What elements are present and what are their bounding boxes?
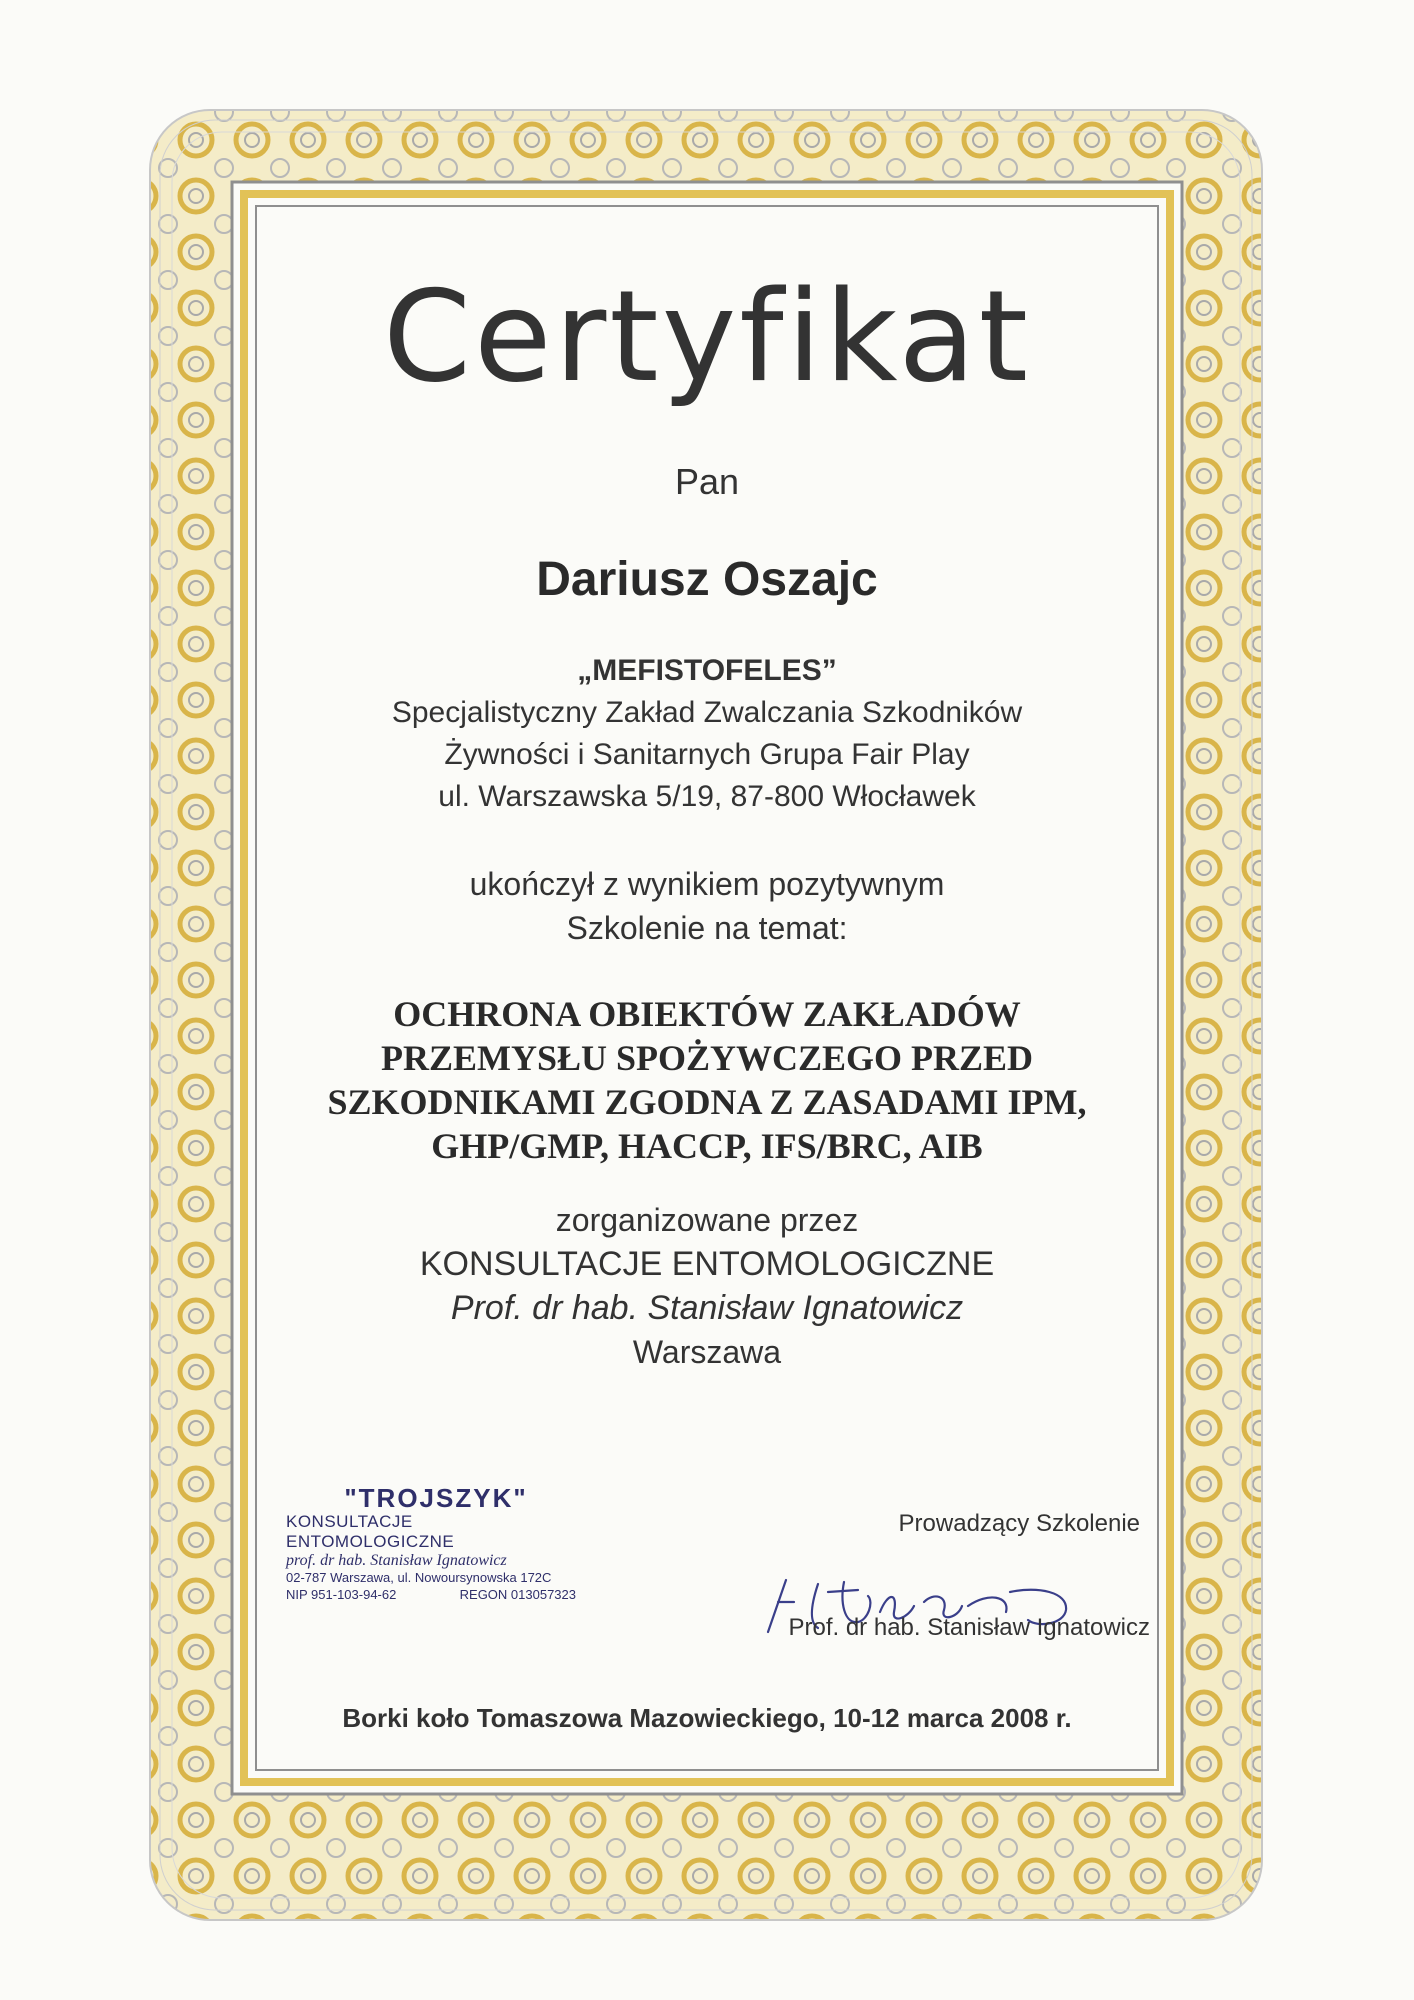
signer-name: Prof. dr hab. Stanisław Ignatowicz [788, 1614, 1150, 1641]
topic-line: SZKODNIKAMI ZGODNA Z ZASADAMI IPM, [327, 1082, 1087, 1122]
stamp-person: prof. dr hab. Stanisław Ignatowicz [286, 1552, 507, 1569]
organizer-name: KONSULTACJE ENTOMOLOGICZNE [419, 1245, 995, 1283]
company-name: „MEFISTOFELES” [577, 654, 837, 687]
company-block [0, 650, 1414, 818]
organizer-person: Prof. dr hab. Stanisław Ignatowicz [450, 1289, 964, 1327]
stamp-title: "TROJSZYK" [344, 1483, 528, 1513]
recipient-name: Dariusz Oszajc [536, 553, 878, 606]
place-and-date: Borki koło Tomaszowa Mazowieckiego, 10-12 marca 2008 r. [342, 1703, 1072, 1733]
certificate-title: Certyfikat [382, 263, 1031, 410]
topic-line: GHP/GMP, HACCP, IFS/BRC, AIB [431, 1126, 983, 1166]
completion-line-2: Szkolenie na temat: [566, 910, 848, 946]
topic-line: PRZEMYSŁU SPOŻYWCZEGO PRZED [380, 1038, 1034, 1078]
stamp-subtitle: KONSULTACJE ENTOMOLOGICZNE [286, 1512, 455, 1551]
training-topic [0, 992, 1414, 1168]
stamp-ids [286, 1586, 576, 1603]
company-stamp [286, 1484, 576, 1603]
completion-statement [0, 862, 1414, 950]
company-line-1: Specjalistyczny Zakład Zwalczania Szkodników [391, 696, 1023, 729]
topic-line: OCHRONA OBIEKTÓW ZAKŁADÓW [393, 994, 1021, 1034]
signer-label: Prowadzący Szkolenie [898, 1510, 1140, 1537]
organized-label: zorganizowane przez [555, 1202, 859, 1238]
organizer-block [0, 1198, 1414, 1374]
organizer-city: Warszawa [632, 1334, 782, 1370]
stamp-address: 02-787 Warszawa, ul. Nowoursynowska 172C [286, 1570, 552, 1585]
company-line-2: Żywności i Sanitarnych Grupa Fair Play [444, 738, 970, 771]
stamp-nip: NIP 951-103-94-62 [286, 1587, 397, 1602]
completion-line-1: ukończył z wynikiem pozytywnym [469, 866, 945, 902]
company-address: ul. Warszawska 5/19, 87-800 Włocławek [438, 780, 976, 813]
stamp-regon: REGON 013057323 [459, 1587, 576, 1602]
salutation: Pan [674, 461, 740, 502]
